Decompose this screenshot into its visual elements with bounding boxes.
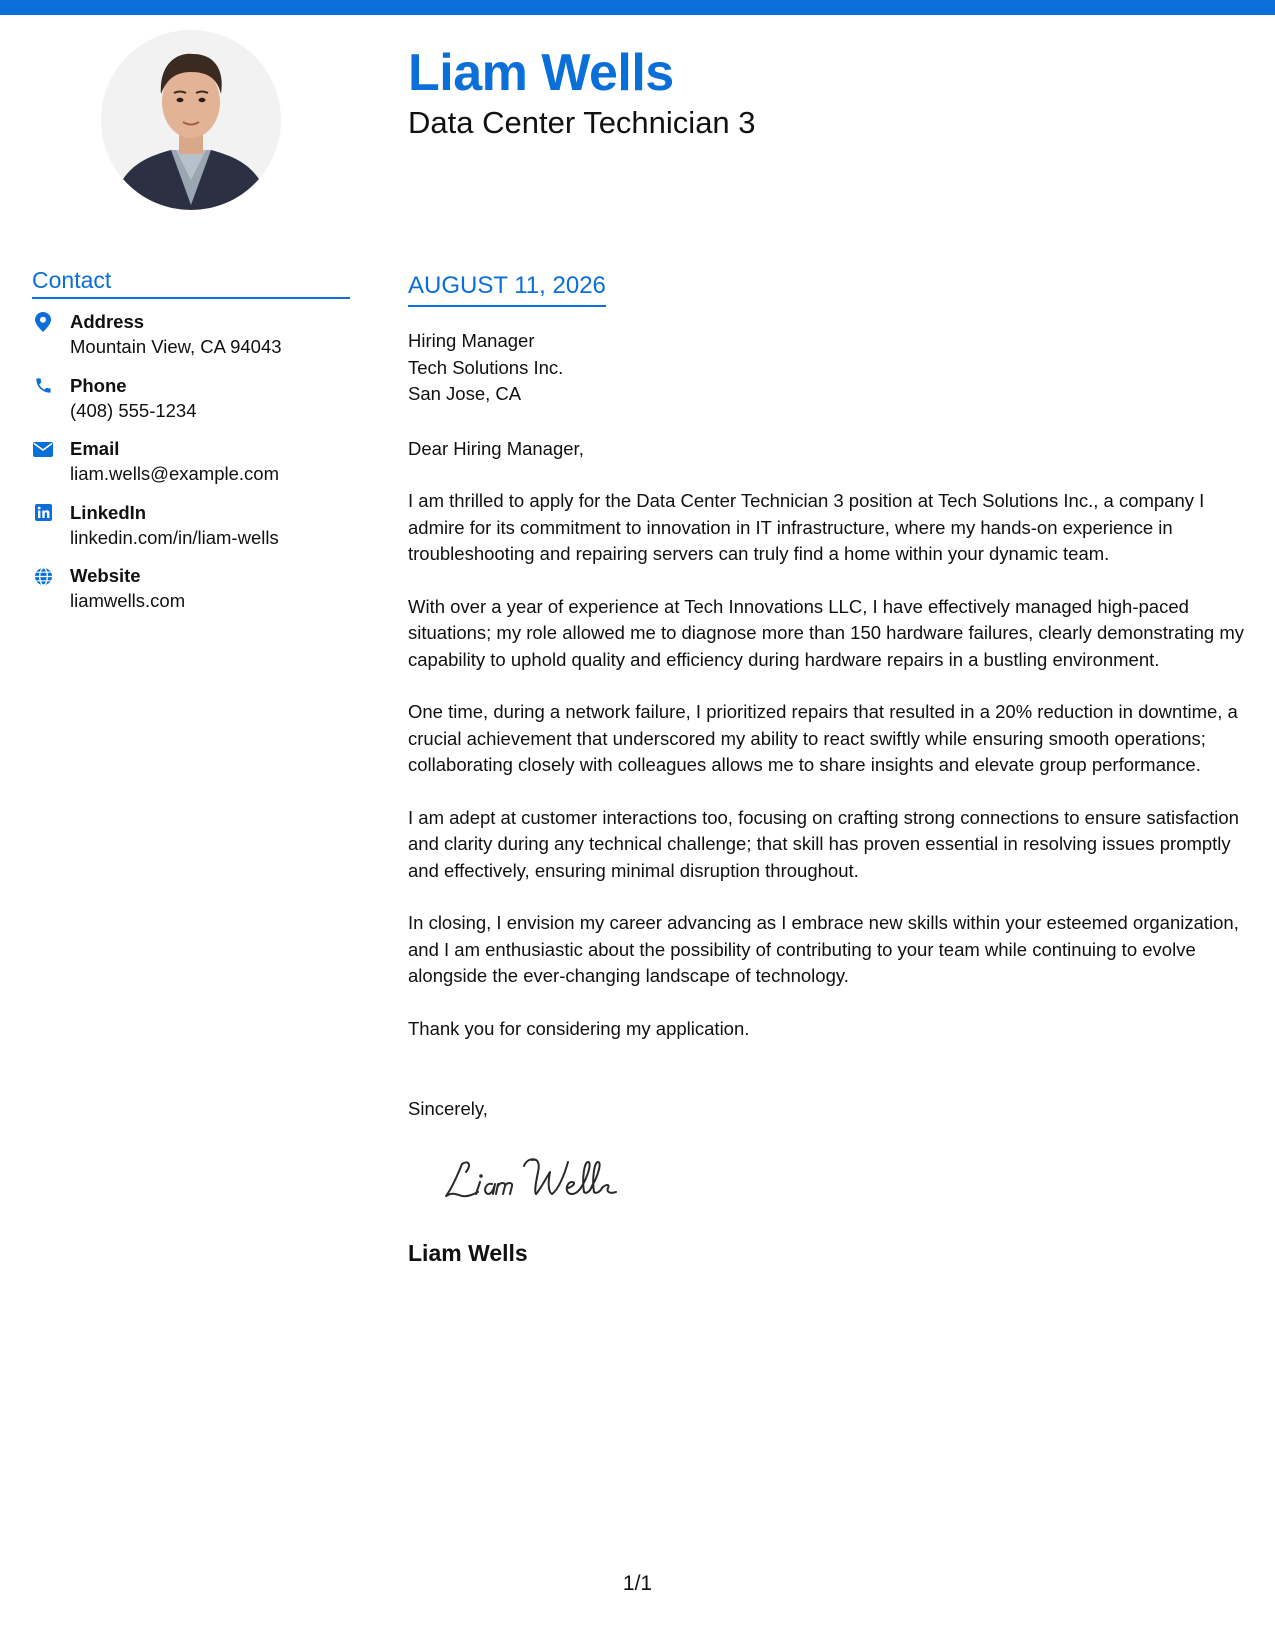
contact-label: Email <box>70 438 120 459</box>
contact-label: Address <box>70 311 145 332</box>
profile-photo <box>101 30 281 210</box>
recipient-line: Tech Solutions Inc. <box>408 356 564 378</box>
contact-item-linkedin <box>32 501 350 565</box>
contact-list <box>32 310 350 628</box>
contact-item-website <box>32 564 350 628</box>
closing: Sincerely, <box>408 1098 488 1119</box>
contact-value: Mountain View, CA 94043 <box>70 336 282 357</box>
contact-label: Phone <box>70 374 127 396</box>
contact-label: LinkedIn <box>70 501 147 523</box>
letter-body <box>408 488 1258 1068</box>
recipient-line: Hiring Manager <box>408 330 535 351</box>
globe-icon <box>32 565 54 587</box>
contact-item-address <box>32 310 350 374</box>
phone-icon <box>32 375 54 397</box>
body-paragraph: In closing, I envision my career advancing as I embrace new skills within your esteemed organization, and I am enthusiastic about the possibility of contributing to your team while continuing to evolve alongside the ever-changing landscape of technology. <box>408 912 1239 986</box>
linkedin-icon <box>32 502 54 524</box>
contact-item-phone <box>32 374 350 438</box>
body-paragraph: Thank you for considering my application. <box>408 1017 750 1039</box>
signed-name: Liam Wells <box>408 1240 528 1266</box>
contact-value: liam.wells@example.com <box>70 463 279 484</box>
contact-section-title: Contact <box>32 265 350 299</box>
location-pin-icon <box>32 311 54 333</box>
handwritten-signature <box>440 1150 640 1215</box>
email-icon <box>32 438 54 460</box>
job-title: Data Center Technician 3 <box>408 105 756 140</box>
page-number: 1/1 <box>622 1572 653 1595</box>
recipient-block <box>408 328 563 408</box>
contact-value: liamwells.com <box>70 590 186 611</box>
contact-value: (408) 555-1234 <box>70 399 197 421</box>
salutation: Dear Hiring Manager, <box>408 438 584 459</box>
body-paragraph: I am thrilled to apply for the Data Center Technician 3 position at Tech Solutions Inc., a company I admire for its commitment to innovation in IT infrastructure, where my hands-on experience in troubleshooting and repairing servers can truly find a home within your dynamic team. <box>408 490 1205 564</box>
top-accent-bar <box>0 0 1275 15</box>
body-paragraph: With over a year of experience at Tech Innovations LLC, I have effectively managed high-paced situations; my role allowed me to diagnose more than 150 hardware failures, clearly demonstrating my capability to uphold quality and efficiency during hardware repairs in a bustling environment. <box>408 595 1244 670</box>
recipient-line: San Jose, CA <box>408 383 522 404</box>
contact-label: Website <box>70 565 141 586</box>
letter-date: AUGUST 11, 2026 <box>408 270 606 307</box>
candidate-name: Liam Wells <box>408 44 674 102</box>
body-paragraph: One time, during a network failure, I prioritized repairs that resulted in a 20% reduction in downtime, a crucial achievement that underscored my ability to react swiftly while ensuring smooth operations; collaborating closely with colleagues allows me to share insights and elevate group performance. <box>408 701 1238 775</box>
body-paragraph: I am adept at customer interactions too, focusing on crafting strong connections to ensure satisfaction and clarity during any technical challenge; that skill has proven essential in resolving issues promptly and effectively, ensuring minimal disruption throughout. <box>408 806 1239 881</box>
contact-item-email <box>32 437 350 501</box>
contact-value: linkedin.com/in/liam-wells <box>70 526 279 548</box>
